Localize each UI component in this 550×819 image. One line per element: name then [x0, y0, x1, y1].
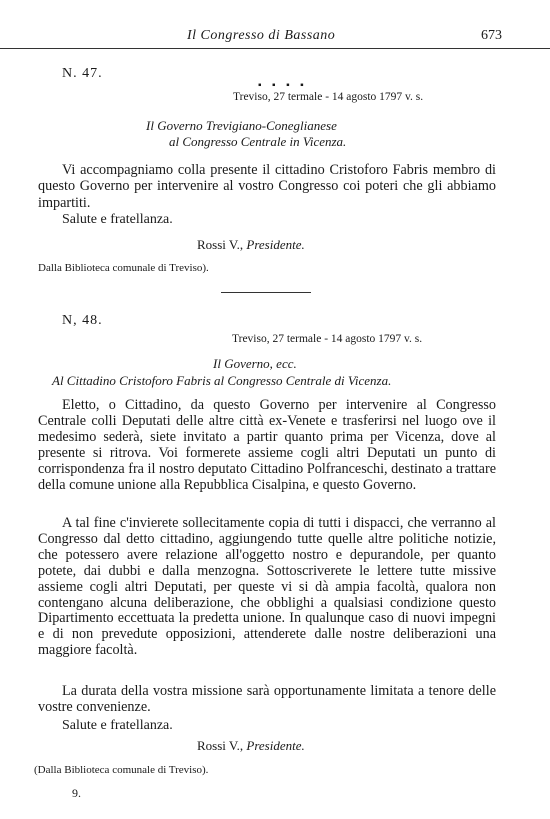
- section-divider: [221, 292, 311, 293]
- doc48-paragraph-3: La durata della vostra missione sarà opportunamente limitata a tenore delle vostre convenienze.: [38, 683, 496, 715]
- signature-mark: 9.: [72, 786, 81, 800]
- doc48-signature: [197, 738, 305, 754]
- doc48-paragraph-1: Eletto, o Cittadino, da questo Governo per intervenire al Congresso Centrale colli Deputati delle altre città ex-Venete e trasferirsi nel luogo ove il medesimo sederà, siete invitato a partir quanto prima per Vicenza, dove al presente si ritrova. Voi formerete assieme cogli altri Deputati un punto di corrispondenza fra il nostro deputato Cittadino Polfranceschi, destinato a trattare della comune unione alla Repubblica Cisalpina, e questo Governo.: [38, 397, 496, 493]
- doc48-paragraph-2: A tal fine c'invierete sollecitamente copia di tutti i dispacci, che verranno al Congresso dal detto cittadino, aggiungendo tutte quelle altre politiche notizie, che potessero avere relazione all'oggetto nostro e depurandole, per quanto potete, dai dubbi e dalla menzogna. Sottoscriverete le lettere tutte missive assieme cogli altri Deputati, per queste vi si dà ampia facoltà, qualora non contengano alcuna deliberazione, che obblighi a qualsiasi condizione questo Dipartimento eccettuata la predetta unione. In qualunque caso di nuovi impegni e di non prevedute opposizioni, attenderete dalle nostre deliberazioni una maggiore facoltà.: [38, 515, 496, 659]
- page-number: 673: [481, 28, 502, 43]
- doc47-number: N. 47.: [62, 66, 103, 81]
- doc48-source: (Dalla Biblioteca comunale di Treviso).: [34, 764, 209, 776]
- doc47-heading-line2: al Congresso Centrale in Vicenza.: [169, 134, 347, 149]
- running-title: Il Congresso di Bassano: [187, 28, 336, 43]
- doc47-signature-name: Rossi V.,: [197, 237, 244, 252]
- doc48-date: Treviso, 27 termale - 14 agosto 1797 v. s.: [232, 333, 423, 345]
- doc47-signature-role: Presidente.: [246, 237, 305, 252]
- doc47-closing: Salute e fratellanza.: [62, 212, 173, 227]
- doc48-heading-line1: Il Governo, ecc.: [213, 356, 297, 371]
- doc47-signature: [197, 237, 305, 253]
- doc47-body: Vi accompagniamo colla presente il cittadino Cristoforo Fabris membro di questo Governo per intervenire al vostro Congresso coi poteri che gli abbiamo impartiti.: [38, 162, 496, 211]
- ink-marks-decoration: ▪ ▪ ▪ ▪: [258, 80, 308, 91]
- doc48-signature-name: Rossi V.,: [197, 738, 244, 753]
- doc48-closing: Salute e fratellanza.: [62, 718, 173, 733]
- doc48-number: N, 48.: [62, 313, 103, 328]
- doc47-date: Treviso, 27 termale - 14 agosto 1797 v. s.: [233, 91, 424, 103]
- doc48-signature-role: Presidente.: [246, 738, 305, 753]
- doc47-heading-line1: Il Governo Trevigiano-Coneglianese: [146, 118, 337, 133]
- doc47-source: Dalla Biblioteca comunale di Treviso).: [38, 262, 209, 274]
- running-header: [0, 28, 550, 49]
- doc48-heading-line2: Al Cittadino Cristoforo Fabris al Congresso Centrale di Vicenza.: [52, 373, 392, 388]
